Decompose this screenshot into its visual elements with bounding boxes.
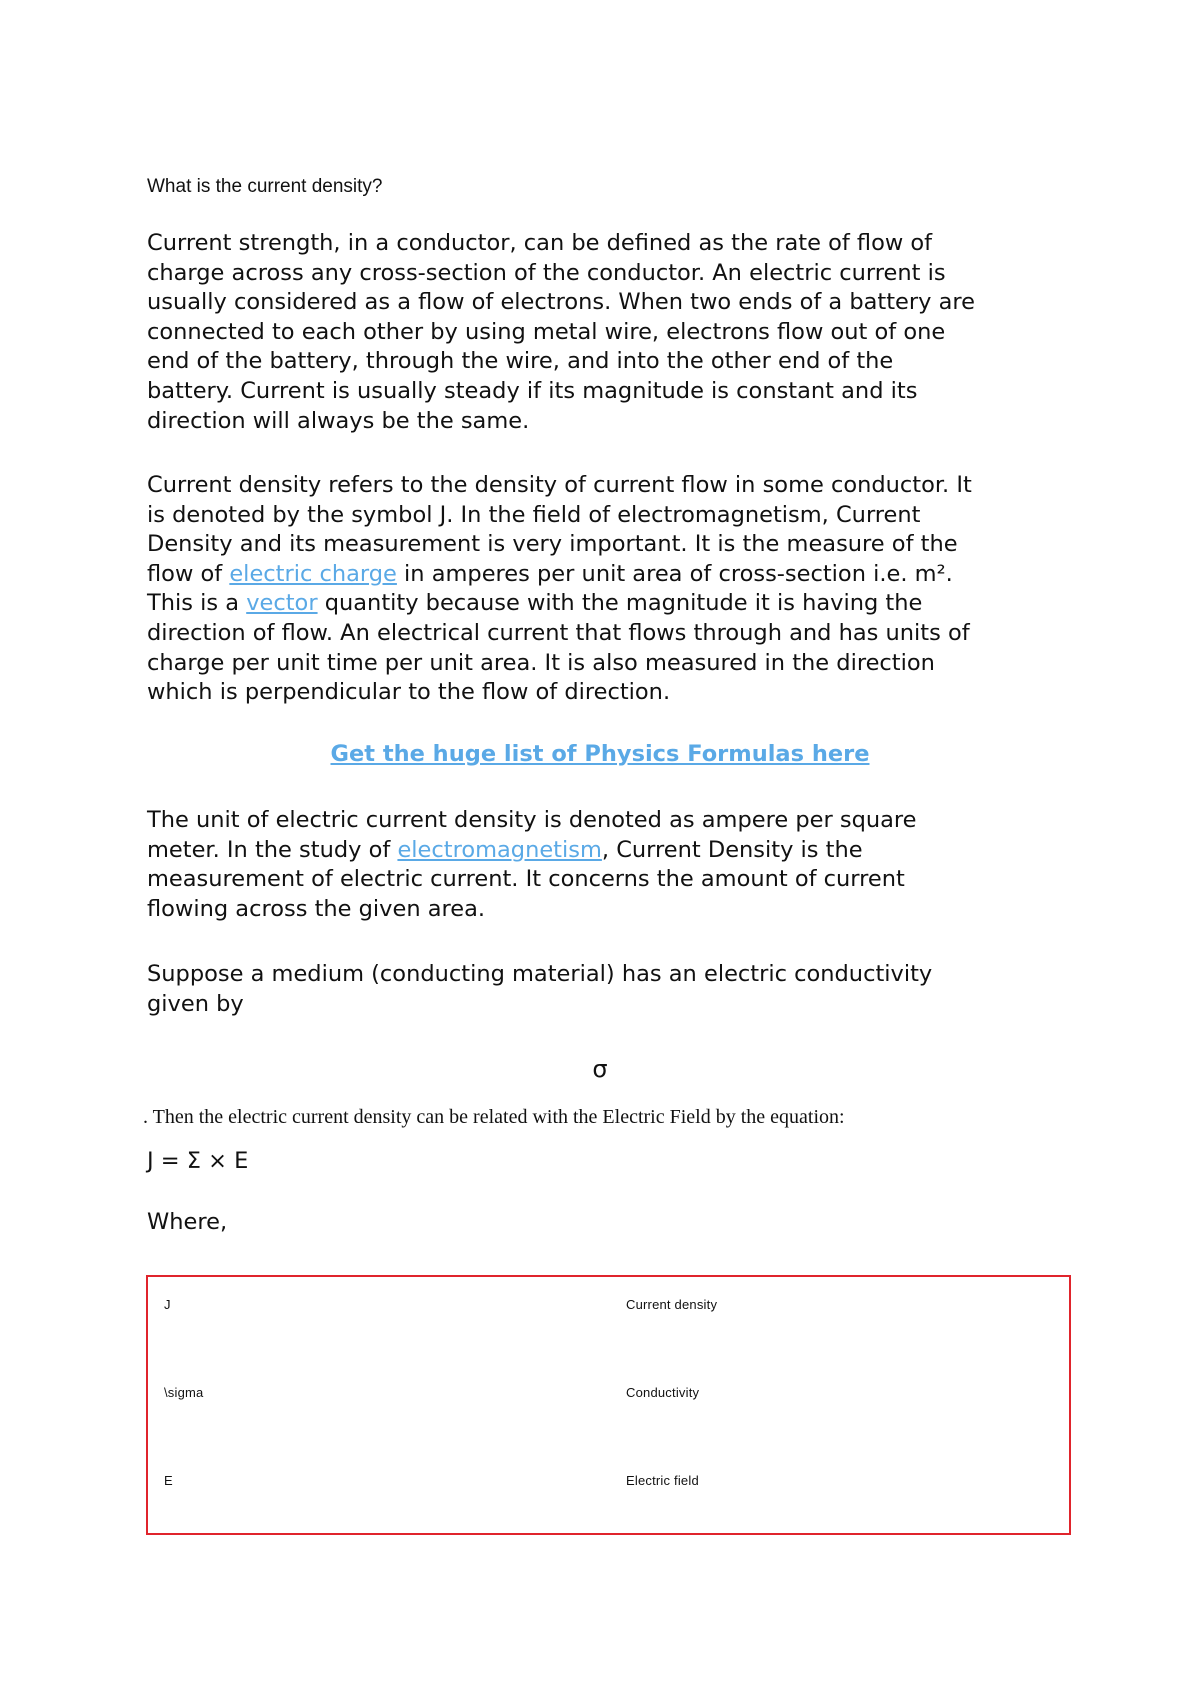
definition-meaning: Current density [626, 1297, 718, 1312]
text-line: charge per unit time per unit area. It is also measured in the direction [147, 649, 935, 676]
current-density-formula: J = Σ × E [147, 1148, 249, 1174]
table-row [148, 1297, 1069, 1317]
definition-symbol: \sigma [164, 1385, 204, 1400]
definition-meaning: Electric field [626, 1473, 699, 1488]
text-line [147, 836, 1077, 866]
text-line: connected to each other by using metal wire, electrons flow out of one [147, 318, 946, 345]
text-line: direction will always be the same. [147, 407, 530, 434]
table-row [148, 1385, 1069, 1405]
text-line: flowing across the given area. [147, 895, 486, 922]
relation-sentence: . Then the electric current density can be related with the Electric Field by the equation: [143, 1106, 845, 1128]
question-heading: What is the current density? [147, 176, 383, 197]
text-line: Suppose a medium (conducting material) has an electric conductivity [147, 961, 933, 987]
text-line [147, 589, 1077, 619]
text-line [147, 560, 1077, 590]
paragraph-current-density [147, 471, 1077, 708]
text-segment: , Current Density is the [601, 836, 863, 863]
electric-charge-link[interactable]: electric charge [229, 560, 397, 587]
text-segment: This is a [147, 590, 247, 617]
text-line: battery. Current is usually steady if its magnitude is constant and its [147, 377, 918, 404]
text-segment: quantity because with the magnitude it is having the [317, 590, 923, 617]
paragraph-current-strength [147, 229, 1077, 436]
table-row [148, 1473, 1069, 1493]
text-line: usually considered as a flow of electrons. When two ends of a battery are [147, 289, 976, 316]
physics-formulas-link[interactable]: Get the huge list of Physics Formulas here [330, 741, 870, 767]
sigma-symbol: σ [592, 1055, 608, 1083]
vector-link[interactable]: vector [246, 590, 318, 617]
text-segment: meter. In the study of [147, 836, 398, 863]
text-line: direction of flow. An electrical current that flows through and has units of [147, 619, 970, 646]
featured-link-container [0, 741, 1200, 767]
where-label: Where, [147, 1209, 228, 1235]
paragraph-unit [147, 806, 1077, 924]
text-line: end of the battery, through the wire, and into the other end of the [147, 348, 894, 375]
text-line: The unit of electric current density is denoted as ampere per square [147, 807, 917, 833]
definitions-table [146, 1275, 1071, 1535]
text-line: which is perpendicular to the flow of direction. [147, 679, 671, 706]
text-segment: in amperes per unit area of cross-section i.e. m². [396, 560, 953, 587]
text-line: Current density refers to the density of current flow in some conductor. It [147, 472, 972, 498]
text-line: Current strength, in a conductor, can be defined as the rate of flow of [147, 230, 933, 256]
electromagnetism-link[interactable]: electromagnetism [397, 836, 602, 863]
text-segment: flow of [147, 560, 230, 587]
definition-meaning: Conductivity [626, 1385, 700, 1400]
text-line: given by [147, 990, 244, 1017]
definition-symbol: E [164, 1473, 173, 1488]
text-line: measurement of electric current. It concerns the amount of current [147, 866, 905, 893]
definition-symbol: J [164, 1297, 171, 1312]
text-line: is denoted by the symbol J. In the field of electromagnetism, Current [147, 501, 921, 528]
paragraph-conductivity [147, 960, 1077, 1019]
text-line: Density and its measurement is very important. It is the measure of the [147, 531, 958, 558]
text-line: charge across any cross-section of the conductor. An electric current is [147, 259, 946, 286]
